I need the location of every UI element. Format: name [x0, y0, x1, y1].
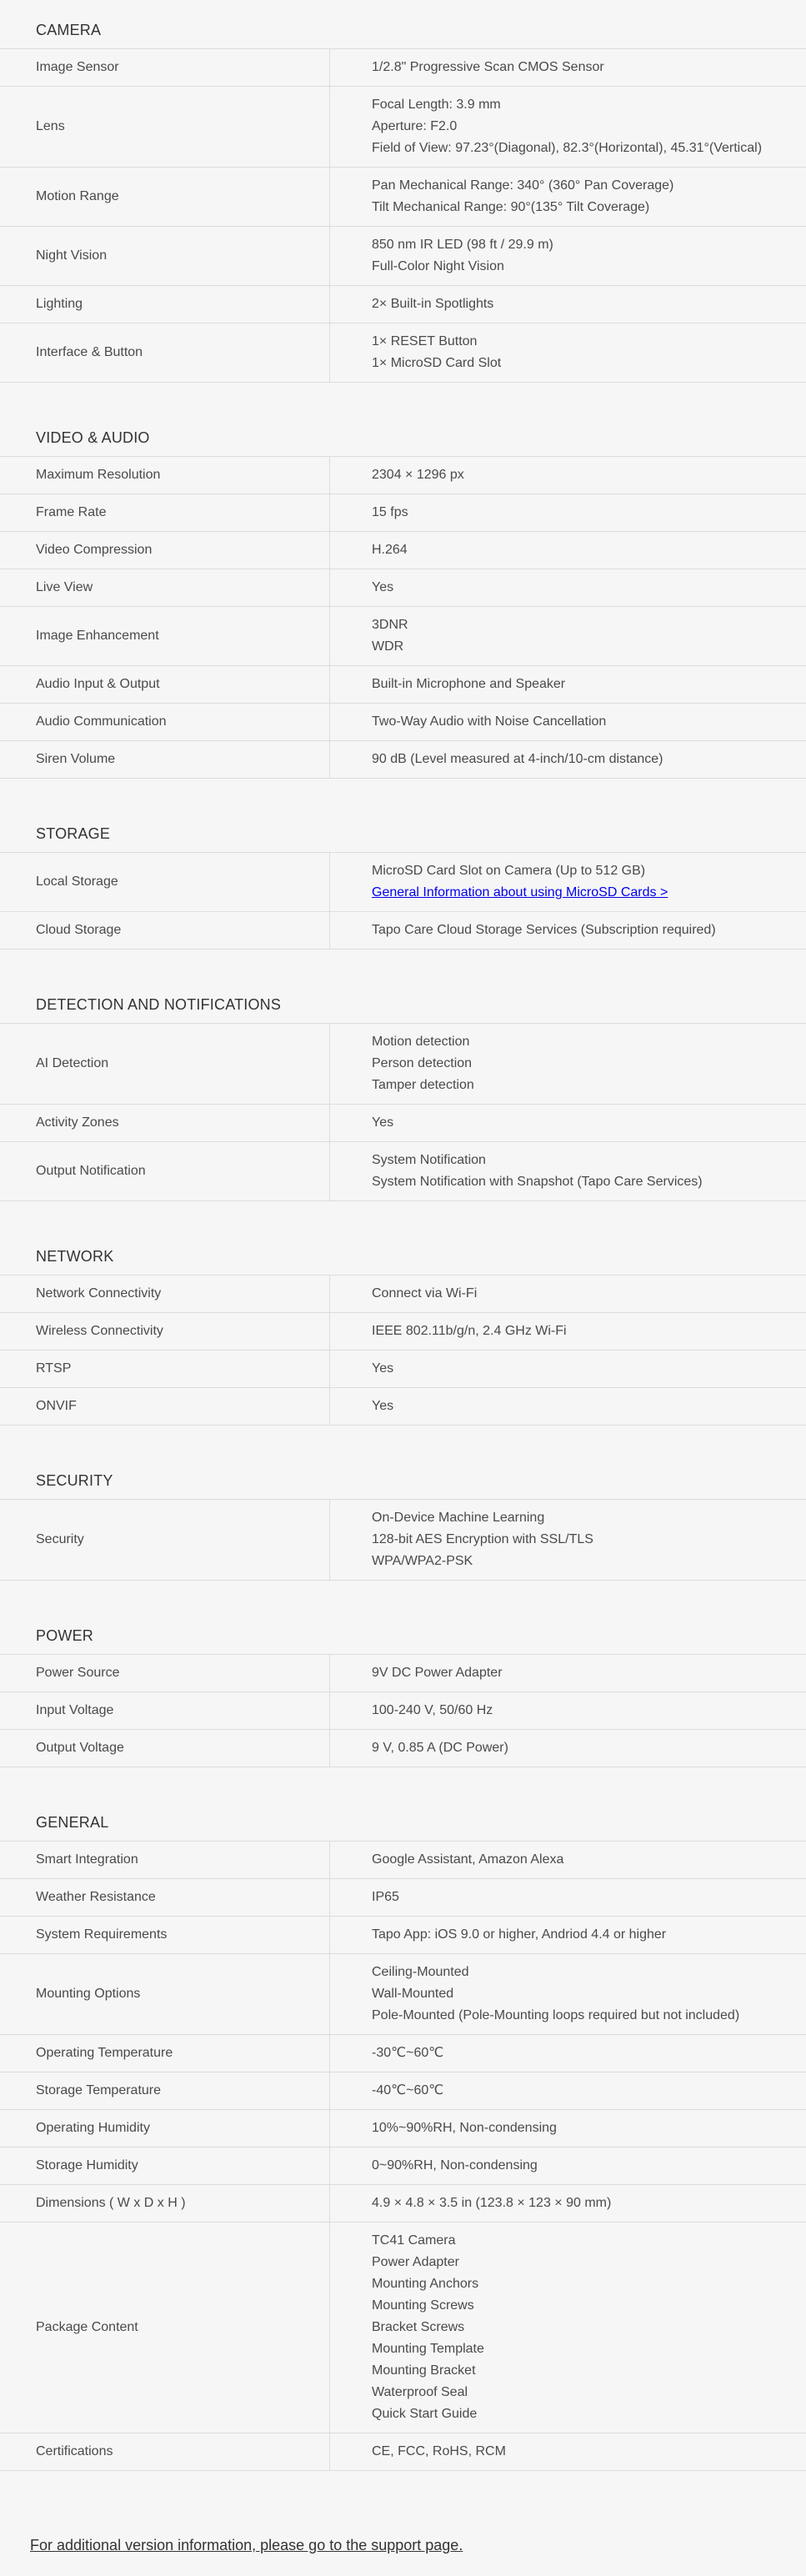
section-divider [0, 1767, 806, 1792]
spec-row [0, 569, 806, 607]
spec-label: Cloud Storage [0, 912, 330, 949]
spec-label: Motion Range [0, 168, 330, 226]
spec-row [0, 2035, 806, 2072]
spec-value-line: 1/2.8" Progressive Scan CMOS Sensor [372, 60, 604, 74]
spec-row [0, 286, 806, 323]
spec-value-line: Waterproof Seal [372, 2385, 468, 2399]
spec-label: System Requirements [0, 1917, 330, 1953]
spec-value-line: 2304 × 1296 px [372, 468, 464, 482]
section-title-general: GENERAL [0, 1792, 806, 1842]
section-divider [0, 1426, 806, 1451]
spec-value [330, 1917, 806, 1953]
spec-row [0, 1351, 806, 1388]
spec-row [0, 853, 806, 912]
spec-label: Maximum Resolution [0, 457, 330, 494]
spec-row [0, 168, 806, 227]
section-divider [0, 383, 806, 408]
spec-label: Night Vision [0, 227, 330, 285]
spec-value-line: IP65 [372, 1890, 399, 1904]
spec-value [330, 457, 806, 494]
spec-row [0, 1275, 806, 1313]
spec-value-line: Tilt Mechanical Range: 90°(135° Tilt Coverage) [372, 200, 650, 214]
spec-row [0, 1954, 806, 2035]
spec-row [0, 532, 806, 569]
spec-label: Output Voltage [0, 1730, 330, 1767]
spec-value-line: 2× Built-in Spotlights [372, 297, 494, 311]
spec-value-line: Field of View: 97.23°(Diagonal), 82.3°(Horizontal), 45.31°(Vertical) [372, 141, 763, 155]
spec-label: Image Enhancement [0, 607, 330, 665]
spec-value-line: 850 nm IR LED (98 ft / 29.9 m) [372, 238, 553, 252]
spec-value [330, 666, 806, 703]
spec-value [330, 1655, 806, 1691]
spec-value [330, 1024, 806, 1104]
spec-row [0, 1842, 806, 1879]
spec-value [330, 2433, 806, 2470]
spec-value [330, 853, 806, 911]
spec-value-line: System Notification with Snapshot (Tapo Care Services) [372, 1175, 703, 1189]
spec-value [330, 741, 806, 778]
spec-value [330, 1105, 806, 1141]
spec-label: Lens [0, 87, 330, 167]
spec-value-line: Google Assistant, Amazon Alexa [372, 1852, 564, 1867]
spec-value-line: Wall-Mounted [372, 1987, 454, 2001]
spec-value-line: WPA/WPA2-PSK [372, 1554, 473, 1568]
spec-label: Frame Rate [0, 494, 330, 531]
spec-value [330, 2148, 806, 2184]
spec-value [330, 912, 806, 949]
spec-value-line: 128-bit AES Encryption with SSL/TLS [372, 1532, 593, 1546]
spec-row [0, 1692, 806, 1730]
spec-label: RTSP [0, 1351, 330, 1387]
spec-row [0, 1388, 806, 1426]
spec-value-line: WDR [372, 639, 404, 654]
section-title-storage: STORAGE [0, 804, 806, 853]
section-title-power: POWER [0, 1606, 806, 1655]
spec-row [0, 912, 806, 950]
spec-value [330, 2185, 806, 2222]
spec-row [0, 607, 806, 666]
spec-row [0, 1024, 806, 1105]
spec-label: Live View [0, 569, 330, 606]
spec-label: Output Notification [0, 1142, 330, 1200]
spec-label: ONVIF [0, 1388, 330, 1425]
spec-value-line: Motion detection [372, 1035, 470, 1049]
spec-row [0, 2110, 806, 2148]
spec-value-line: IEEE 802.11b/g/n, 2.4 GHz Wi-Fi [372, 1324, 567, 1338]
spec-value [330, 532, 806, 569]
spec-value-line: Mounting Anchors [372, 2277, 479, 2291]
spec-value [330, 1351, 806, 1387]
spec-row [0, 1500, 806, 1581]
spec-row [0, 704, 806, 741]
spec-value [330, 323, 806, 382]
spec-row [0, 87, 806, 168]
spec-label: Image Sensor [0, 49, 330, 86]
spec-value-line: Quick Start Guide [372, 2407, 478, 2421]
spec-label: Audio Input & Output [0, 666, 330, 703]
spec-row [0, 2223, 806, 2433]
spec-value-line: MicroSD Card Slot on Camera (Up to 512 GB) [372, 864, 646, 878]
spec-row [0, 1313, 806, 1351]
spec-value-line: 100-240 V, 50/60 Hz [372, 1703, 493, 1717]
spec-value-line: H.264 [372, 543, 408, 557]
spec-row [0, 1730, 806, 1767]
spec-label: Operating Humidity [0, 2110, 330, 2147]
spec-value [330, 1142, 806, 1200]
spec-label: Mounting Options [0, 1954, 330, 2034]
spec-value [330, 607, 806, 665]
spec-value-line: -40℃~60℃ [372, 2083, 444, 2097]
section-divider [0, 1581, 806, 1606]
microsd-info-link[interactable]: General Information about using MicroSD Cards > [372, 885, 668, 900]
spec-row [0, 2072, 806, 2110]
spec-value [330, 1842, 806, 1878]
section-divider [0, 1201, 806, 1226]
spec-value [330, 569, 806, 606]
spec-value [330, 1275, 806, 1312]
spec-value [330, 704, 806, 740]
spec-value-line: Yes [372, 1361, 394, 1376]
spec-label: Certifications [0, 2433, 330, 2470]
spec-value-line: 1× MicroSD Card Slot [372, 356, 502, 370]
spec-row [0, 2433, 806, 2471]
spec-row [0, 227, 806, 286]
spec-value-line: Two-Way Audio with Noise Cancellation [372, 714, 607, 729]
spec-value-line: Aperture: F2.0 [372, 119, 458, 133]
spec-label: Lighting [0, 286, 330, 323]
spec-label: Audio Communication [0, 704, 330, 740]
spec-label: Storage Humidity [0, 2148, 330, 2184]
spec-value-line: 9V DC Power Adapter [372, 1666, 503, 1680]
spec-value-line: 0~90%RH, Non-condensing [372, 2158, 538, 2173]
spec-row [0, 49, 806, 87]
spec-value [330, 494, 806, 531]
section-divider [0, 2471, 806, 2496]
spec-row [0, 2148, 806, 2185]
spec-value [330, 168, 806, 226]
spec-label: Dimensions ( W x D x H ) [0, 2185, 330, 2222]
spec-value [330, 1730, 806, 1767]
spec-value [330, 1879, 806, 1916]
spec-value [330, 2035, 806, 2072]
spec-value [330, 286, 806, 323]
spec-label: Security [0, 1500, 330, 1580]
spec-label: Siren Volume [0, 741, 330, 778]
spec-value-line: Power Adapter [372, 2255, 459, 2269]
spec-row [0, 1879, 806, 1917]
spec-value-line: Ceiling-Mounted [372, 1965, 469, 1979]
spec-value-line: 3DNR [372, 618, 408, 632]
spec-label: Smart Integration [0, 1842, 330, 1878]
spec-label: AI Detection [0, 1024, 330, 1104]
spec-label: Wireless Connectivity [0, 1313, 330, 1350]
spec-label: Power Source [0, 1655, 330, 1691]
spec-label: Video Compression [0, 532, 330, 569]
spec-value-line: Built-in Microphone and Speaker [372, 677, 566, 691]
section-title-video-audio: VIDEO & AUDIO [0, 408, 806, 457]
spec-value-line: Yes [372, 1399, 394, 1413]
spec-value [330, 87, 806, 167]
spec-value-line: Yes [372, 1115, 394, 1130]
spec-label: Input Voltage [0, 1692, 330, 1729]
spec-value [330, 227, 806, 285]
spec-value-line: Bracket Screws [372, 2320, 465, 2334]
spec-label: Operating Temperature [0, 2035, 330, 2072]
spec-value [330, 1313, 806, 1350]
spec-row [0, 1105, 806, 1142]
spec-value [330, 1388, 806, 1425]
spec-value-line: TC41 Camera [372, 2233, 456, 2248]
footer [0, 2496, 806, 2576]
spec-value-line: 4.9 × 4.8 × 3.5 in (123.8 × 123 × 90 mm) [372, 2196, 612, 2210]
spec-row [0, 1655, 806, 1692]
spec-value-line: Tapo App: iOS 9.0 or higher, Andriod 4.4 or higher [372, 1927, 667, 1942]
spec-label: Network Connectivity [0, 1275, 330, 1312]
spec-row [0, 1917, 806, 1954]
spec-value-line: Tamper detection [372, 1078, 474, 1092]
spec-value-line: 15 fps [372, 505, 408, 519]
spec-label: Storage Temperature [0, 2072, 330, 2109]
spec-row [0, 1142, 806, 1201]
section-divider [0, 950, 806, 975]
spec-row [0, 741, 806, 779]
spec-value-line: Mounting Bracket [372, 2363, 476, 2378]
spec-value [330, 2223, 806, 2433]
spec-value-line: Mounting Template [372, 2342, 484, 2356]
spec-value [330, 1692, 806, 1729]
spec-label: Weather Resistance [0, 1879, 330, 1916]
spec-row [0, 323, 806, 383]
spec-row [0, 666, 806, 704]
spec-row [0, 457, 806, 494]
spec-label: Activity Zones [0, 1105, 330, 1141]
spec-label: Package Content [0, 2223, 330, 2433]
spec-value-line: Connect via Wi-Fi [372, 1286, 478, 1301]
spec-value-line: Mounting Screws [372, 2298, 474, 2313]
spec-value-line: Yes [372, 580, 394, 594]
spec-value-line: Pan Mechanical Range: 340° (360° Pan Coverage) [372, 178, 674, 193]
spec-value-line: Tapo Care Cloud Storage Services (Subscription required) [372, 923, 716, 937]
spec-value-line: Person detection [372, 1056, 473, 1070]
spec-row [0, 494, 806, 532]
section-title-security: SECURITY [0, 1451, 806, 1500]
section-divider [0, 779, 806, 804]
spec-value [330, 1954, 806, 2034]
section-title-detection-and-notifications: DETECTION AND NOTIFICATIONS [0, 975, 806, 1024]
spec-value-line: -30℃~60℃ [372, 2046, 444, 2060]
spec-value-line: Full-Color Night Vision [372, 259, 504, 273]
spec-value-line: 90 dB (Level measured at 4-inch/10-cm distance) [372, 752, 663, 766]
section-title-network: NETWORK [0, 1226, 806, 1275]
spec-value [330, 1500, 806, 1580]
spec-value-line: 1× RESET Button [372, 334, 478, 348]
spec-value [330, 49, 806, 86]
spec-value-line: 10%~90%RH, Non-condensing [372, 2121, 557, 2135]
spec-value [330, 2110, 806, 2147]
section-title-camera: CAMERA [0, 0, 806, 49]
support-page-link[interactable]: For additional version information, please go to the support page. [30, 2537, 463, 2553]
spec-label: Interface & Button [0, 323, 330, 382]
spec-value-line: 9 V, 0.85 A (DC Power) [372, 1741, 508, 1755]
spec-label: Local Storage [0, 853, 330, 911]
spec-value-line: Pole-Mounted (Pole-Mounting loops required but not included) [372, 2008, 740, 2022]
spec-value-line: System Notification [372, 1153, 486, 1167]
spec-row [0, 2185, 806, 2223]
spec-value-line: On-Device Machine Learning [372, 1511, 545, 1525]
spec-value-line: CE, FCC, RoHS, RCM [372, 2444, 506, 2458]
spec-value-line: Focal Length: 3.9 mm [372, 98, 501, 112]
spec-value [330, 2072, 806, 2109]
